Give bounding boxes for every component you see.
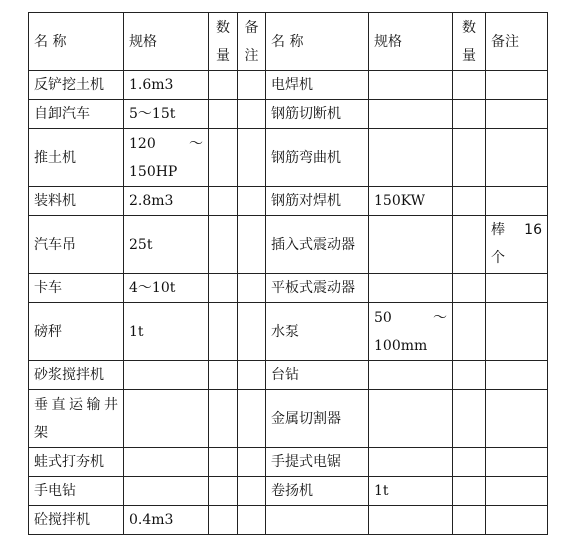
right-spec [369, 71, 453, 100]
right-spec [369, 390, 453, 448]
right-name: 水泵 [266, 303, 369, 361]
left-spec: 4～10t [124, 274, 209, 303]
table-row [29, 71, 548, 100]
right-name: 钢筋弯曲机 [266, 129, 369, 187]
table-row [29, 216, 548, 274]
header-row [29, 13, 548, 71]
right-name: 插入式震动器 [266, 216, 369, 274]
left-name: 蛙式打夯机 [29, 448, 124, 477]
right-spec [369, 129, 453, 187]
table-row [29, 506, 548, 535]
left-spec [124, 390, 209, 448]
header-name: 名 称 [29, 13, 124, 71]
left-spec: 0.4m3 [124, 506, 209, 535]
left-name: 砼搅拌机 [29, 506, 124, 535]
left-name: 汽车吊 [29, 216, 124, 274]
header-note-2: 备注 [486, 13, 548, 71]
table-row [29, 390, 548, 448]
header-spec: 规格 [124, 13, 209, 71]
left-name: 垂直运输井 架 [29, 390, 124, 448]
left-spec: 1t [124, 303, 209, 361]
left-name: 砂浆搅拌机 [29, 361, 124, 390]
right-name: 卷扬机 [266, 477, 369, 506]
table-row [29, 448, 548, 477]
left-name: 反铲挖土机 [29, 71, 124, 100]
table-row [29, 187, 548, 216]
right-name: 钢筋对焊机 [266, 187, 369, 216]
equipment-table [28, 12, 548, 535]
right-spec: 1t [369, 477, 453, 506]
left-spec: 120 ～ 150HP [124, 129, 209, 187]
left-spec: 1.6m3 [124, 71, 209, 100]
right-spec: 150KW [369, 187, 453, 216]
right-name [266, 506, 369, 535]
header-spec-2: 规格 [369, 13, 453, 71]
right-spec: 50 ～ 100mm [369, 303, 453, 361]
header-qty-2: 数 量 [453, 13, 486, 71]
right-spec [369, 361, 453, 390]
right-name: 台钻 [266, 361, 369, 390]
table-row [29, 129, 548, 187]
left-name: 自卸汽车 [29, 100, 124, 129]
table-row [29, 477, 548, 506]
left-spec [124, 477, 209, 506]
left-name: 手电钻 [29, 477, 124, 506]
left-name: 装料机 [29, 187, 124, 216]
left-spec [124, 361, 209, 390]
right-name: 钢筋切断机 [266, 100, 369, 129]
left-name: 卡车 [29, 274, 124, 303]
left-spec: 25t [124, 216, 209, 274]
right-name: 电焊机 [266, 71, 369, 100]
table-row [29, 274, 548, 303]
right-spec [369, 216, 453, 274]
right-spec [369, 448, 453, 477]
table-row [29, 361, 548, 390]
right-spec [369, 100, 453, 129]
left-spec: 2.8m3 [124, 187, 209, 216]
right-name: 手提式电锯 [266, 448, 369, 477]
table-row [29, 303, 548, 361]
left-spec [124, 448, 209, 477]
left-spec: 5～15t [124, 100, 209, 129]
right-name: 金属切割器 [266, 390, 369, 448]
table-row [29, 100, 548, 129]
header-qty: 数 量 [209, 13, 238, 71]
left-name: 磅秤 [29, 303, 124, 361]
left-name: 推土机 [29, 129, 124, 187]
right-spec [369, 506, 453, 535]
right-spec [369, 274, 453, 303]
right-name: 平板式震动器 [266, 274, 369, 303]
right-note: 棒 16 个 [486, 216, 548, 274]
header-note: 备 注 [238, 13, 266, 71]
header-name-2: 名 称 [266, 13, 369, 71]
